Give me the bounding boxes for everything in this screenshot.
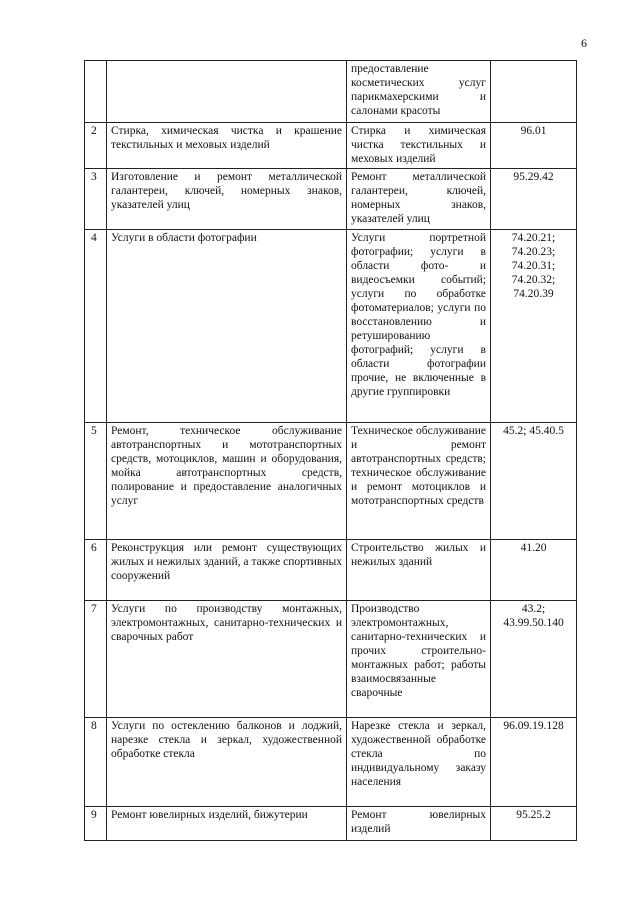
okved-code: 95.25.2 [491, 807, 577, 841]
okved-code: 41.20 [491, 540, 577, 601]
okved-code: 96.01 [491, 123, 577, 169]
row-number: 9 [85, 807, 107, 841]
okved-code: 95.29.42 [491, 169, 577, 230]
okved-code-line: 74.20.32; [511, 274, 556, 286]
service-name [107, 61, 347, 123]
okved-code-line: 74.20.21; [511, 232, 556, 244]
table-row [85, 423, 577, 540]
okved-code-line: 43.2; [521, 603, 546, 615]
table-row [85, 169, 577, 230]
row-number: 6 [85, 540, 107, 601]
service-name: Ремонт, техническое обслуживание автотранспортных и мототранспортных средств, мотоциклов, машин и оборудования, мойка автотранспортных средств, полирование и предоставление аналогичных услуг [107, 423, 347, 540]
table-row [85, 230, 577, 423]
service-name: Реконструкция или ремонт существующих жилых и нежилых зданий, а также спортивных сооружений [107, 540, 347, 601]
okved-code-line: 43.99.50.140 [503, 617, 564, 629]
okved-description: предоставление косметических услуг парикмахерскими и салонами красоты [347, 61, 491, 123]
table-row [85, 718, 577, 807]
table-row [85, 807, 577, 841]
table-row [85, 601, 577, 718]
page-number: 6 [581, 36, 587, 50]
service-name: Услуги по остеклению балконов и лоджий, нарезке стекла и зеркал, художественной обработке стекла [107, 718, 347, 807]
row-number: 8 [85, 718, 107, 807]
okved-description: Строительство жилых и нежилых зданий [347, 540, 491, 601]
okved-description: Ремонт ювелирных изделий [347, 807, 491, 841]
okved-code-line: 74.20.23; [511, 246, 556, 258]
row-number: 5 [85, 423, 107, 540]
okved-code-line: 74.20.31; [511, 260, 556, 272]
service-name: Услуги в области фотографии [107, 230, 347, 423]
okved-code [491, 230, 577, 423]
row-number: 3 [85, 169, 107, 230]
service-name: Ремонт ювелирных изделий, бижутерии [107, 807, 347, 841]
service-name: Стирка, химическая чистка и крашение текстильных и меховых изделий [107, 123, 347, 169]
table-row [85, 61, 577, 123]
okved-code: 45.2; 45.40.5 [491, 423, 577, 540]
okved-description: Техническое обслуживание и ремонт автотранспортных средств; техническое обслуживание и ремонт мотоциклов и мототранспортных средств [347, 423, 491, 540]
row-number: 2 [85, 123, 107, 169]
okved-code [491, 601, 577, 718]
services-table [84, 60, 577, 841]
okved-description: Нарезке стекла и зеркал, художественной обработке стекла по индивидуальному заказу населения [347, 718, 491, 807]
table-row [85, 123, 577, 169]
okved-code [491, 61, 577, 123]
okved-description: Стирка и химическая чистка текстильных и меховых изделий [347, 123, 491, 169]
okved-description: Ремонт металлической галантереи, ключей, номерных знаков, указателей улиц [347, 169, 491, 230]
okved-code-line: 74.20.39 [513, 288, 554, 300]
table-row [85, 540, 577, 601]
row-number [85, 61, 107, 123]
row-number: 4 [85, 230, 107, 423]
service-name: Изготовление и ремонт металлической галантереи, ключей, номерных знаков, указателей улиц [107, 169, 347, 230]
okved-description: Производство электромонтажных, санитарно-технических и прочих строительно-монтажных работ; работы взаимосвязанные сварочные [347, 601, 491, 718]
service-name: Услуги по производству монтажных, электромонтажных, санитарно-технических и сварочных работ [107, 601, 347, 718]
okved-code: 96.09.19.128 [491, 718, 577, 807]
okved-description: Услуги портретной фотографии; услуги в области фото- и видеосъемки событий; услуги по обработке фотоматериалов; услуги по восстановлению и ретушированию фотографий; услуги в области фотографии прочие, не включенные в другие группировки [347, 230, 491, 423]
row-number: 7 [85, 601, 107, 718]
